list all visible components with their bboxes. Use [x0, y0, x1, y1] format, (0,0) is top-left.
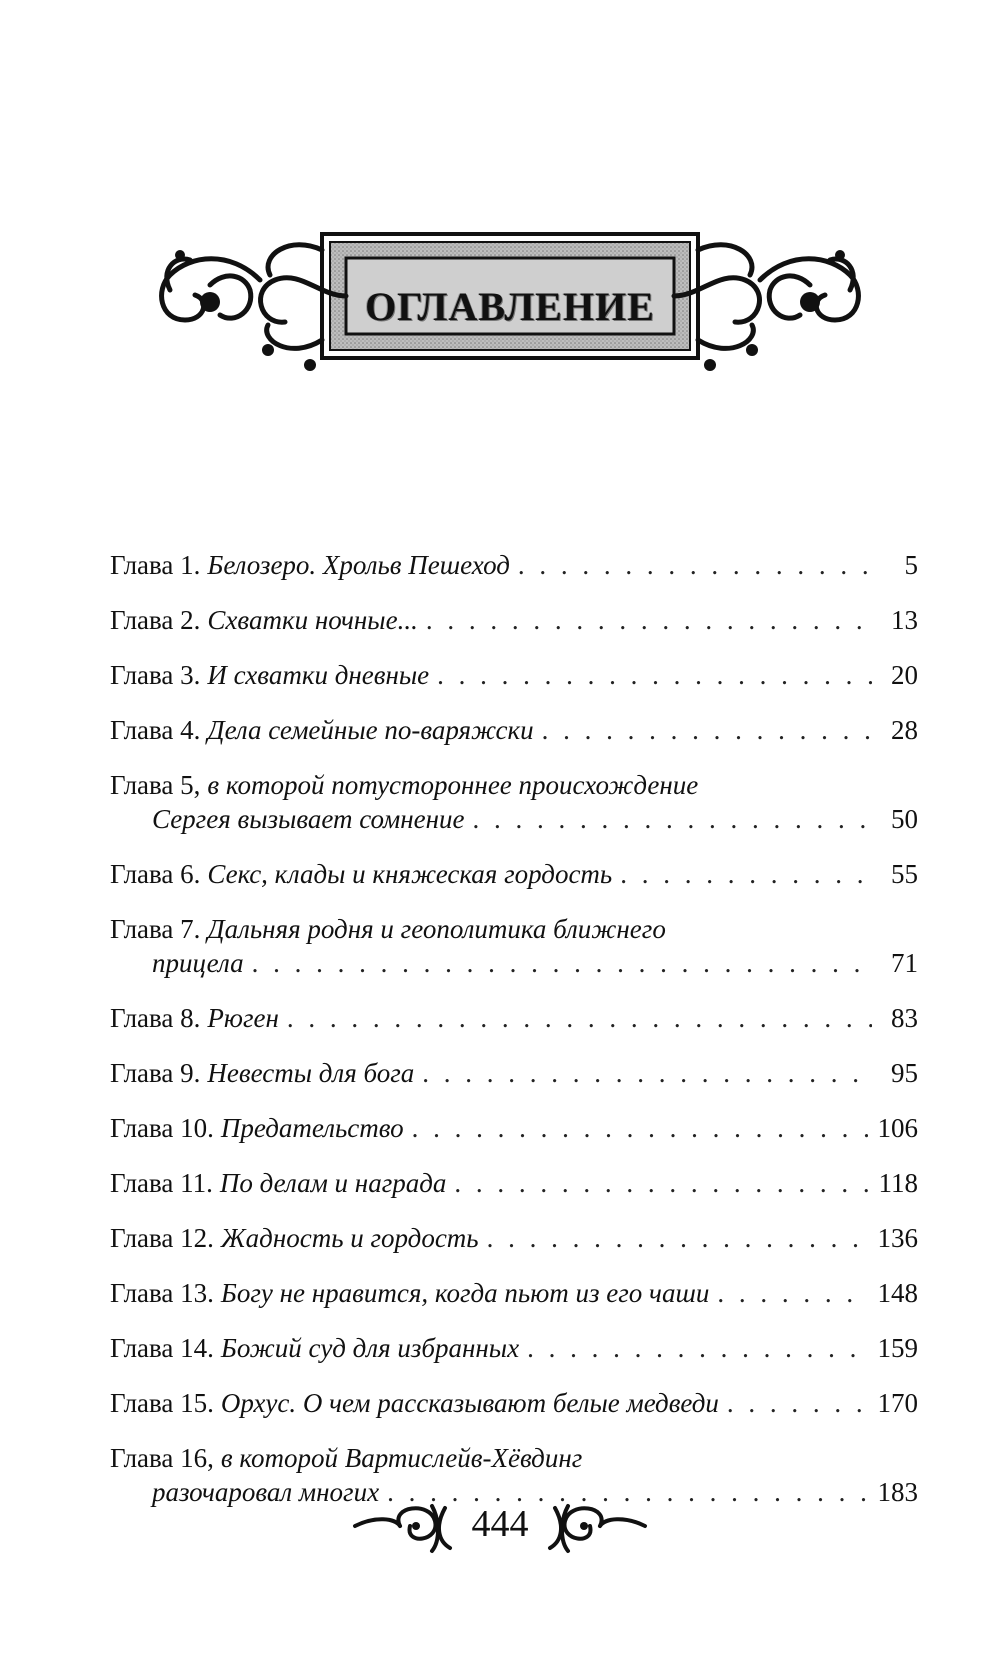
- chapter-label: Глава 13.: [110, 1278, 214, 1308]
- dot-leader: [518, 548, 872, 582]
- chapter-label: Глава 6.: [110, 859, 201, 889]
- page-ref: 106: [877, 1113, 918, 1143]
- chapter-label: Глава 5,: [110, 770, 201, 800]
- chapter-label: Глава 3.: [110, 660, 201, 690]
- toc-entry[interactable]: [110, 768, 918, 836]
- page-ref: 159: [877, 1333, 918, 1363]
- chapter-title: Орхус. О чем рассказывают белые медведи: [220, 1388, 719, 1418]
- toc-entry-line: [110, 1386, 918, 1420]
- chapter-title: в которой потустороннее происхождение: [207, 770, 699, 800]
- toc-entry-line: [110, 548, 918, 582]
- chapter-title: в которой Вартислейв-Хёвдинг: [220, 1443, 583, 1473]
- toc-entry[interactable]: [110, 1056, 918, 1090]
- chapter-label: Глава 12.: [110, 1223, 214, 1253]
- page-footer: [350, 1496, 650, 1556]
- dot-leader: [252, 946, 872, 980]
- page-number: 444: [471, 1503, 529, 1545]
- dot-leader: [727, 1386, 868, 1420]
- chapter-label: Глава 15.: [110, 1388, 214, 1418]
- dot-leader: [287, 1001, 872, 1035]
- toc-entry-line: [110, 857, 918, 891]
- page-ref: 118: [878, 1168, 918, 1198]
- chapter-title: По делам и награда: [219, 1168, 447, 1198]
- toc-entry-line: [110, 802, 918, 836]
- chapter-title: Белозеро. Хрольв Пешеход: [207, 550, 510, 580]
- toc-entry[interactable]: [110, 1166, 918, 1200]
- chapter-title: Сергея вызывает сомнение: [152, 804, 465, 834]
- chapter-label: Глава 8.: [110, 1003, 201, 1033]
- chapter-label: Глава 11.: [110, 1168, 213, 1198]
- toc-entry[interactable]: [110, 603, 918, 637]
- chapter-title: Секс, клады и княжеская гордость: [207, 859, 613, 889]
- toc-entry-line: [110, 1221, 918, 1255]
- toc-entry[interactable]: [110, 912, 918, 980]
- toc-entry[interactable]: [110, 857, 918, 891]
- toc-entry[interactable]: [110, 548, 918, 582]
- toc-entry[interactable]: [110, 1221, 918, 1255]
- dot-leader: [620, 857, 872, 891]
- dot-leader: [422, 1056, 872, 1090]
- toc-entry[interactable]: [110, 713, 918, 747]
- toc-entry[interactable]: [110, 1276, 918, 1310]
- toc-entry-line: [110, 1441, 918, 1475]
- toc-entry-line: [110, 713, 918, 747]
- page-ref: 71: [891, 948, 918, 978]
- chapter-label: Глава 4.: [110, 715, 201, 745]
- dot-leader: [412, 1111, 868, 1145]
- toc-entry[interactable]: [110, 1331, 918, 1365]
- toc-entry-line: [110, 1331, 918, 1365]
- table-of-contents: [110, 548, 918, 1530]
- page-ref: 170: [877, 1388, 918, 1418]
- toc-entry-line: [110, 1111, 918, 1145]
- chapter-title: прицела: [152, 948, 244, 978]
- toc-entry-line: [110, 603, 918, 637]
- chapter-label: Глава 9.: [110, 1058, 201, 1088]
- chapter-label: Глава 16,: [110, 1443, 214, 1473]
- page-ref: 148: [877, 1278, 918, 1308]
- chapter-title: Дела семейные по-варяжски: [207, 715, 534, 745]
- page-ref: 136: [877, 1223, 918, 1253]
- chapter-title: Божий суд для избранных: [220, 1333, 520, 1363]
- page-ref: 28: [891, 715, 918, 745]
- chapter-label: Глава 1.: [110, 550, 201, 580]
- toc-header: [150, 230, 870, 380]
- toc-entry-line: [110, 946, 918, 980]
- toc-entry[interactable]: [110, 1001, 918, 1035]
- chapter-title: Рюген: [207, 1003, 279, 1033]
- dot-leader: [473, 802, 872, 836]
- chapter-title: Богу не нравится, когда пьют из его чаши: [220, 1278, 710, 1308]
- toc-entry-line: [110, 912, 918, 946]
- chapter-title: Дальняя родня и геополитика ближнего: [207, 914, 666, 944]
- chapter-title: Схватки ночные...: [207, 605, 418, 635]
- page-ref: 83: [891, 1003, 918, 1033]
- page-ref: 55: [891, 859, 918, 889]
- toc-entry[interactable]: [110, 1111, 918, 1145]
- dot-leader: [542, 713, 872, 747]
- page-ref: 95: [891, 1058, 918, 1088]
- chapter-title: Невесты для бога: [207, 1058, 415, 1088]
- page-ref: 183: [877, 1477, 918, 1507]
- chapter-title: Жадность и гордость: [220, 1223, 479, 1253]
- toc-entry-line: [110, 1276, 918, 1310]
- chapter-label: Глава 14.: [110, 1333, 214, 1363]
- title-box: [345, 260, 675, 352]
- dot-leader: [717, 1276, 867, 1310]
- dot-leader: [426, 603, 872, 637]
- page-ref: 5: [904, 550, 918, 580]
- dot-leader: [437, 658, 872, 692]
- chapter-label: Глава 2.: [110, 605, 201, 635]
- toc-entry-line: [110, 658, 918, 692]
- toc-entry-line: [110, 1166, 918, 1200]
- toc-entry[interactable]: [110, 658, 918, 692]
- chapter-title: И схватки дневные: [207, 660, 430, 690]
- toc-entry-line: [110, 1056, 918, 1090]
- chapter-title: разочаровал многих: [152, 1477, 380, 1507]
- dot-leader: [454, 1166, 868, 1200]
- chapter-label: Глава 7.: [110, 914, 201, 944]
- toc-entry-line: [110, 768, 918, 802]
- toc-entry-line: [110, 1001, 918, 1035]
- dot-leader: [527, 1331, 867, 1365]
- chapter-title: Предательство: [220, 1113, 404, 1143]
- toc-entry[interactable]: [110, 1386, 918, 1420]
- page-ref: 20: [891, 660, 918, 690]
- page-ref: 50: [891, 804, 918, 834]
- page-ref: 13: [891, 605, 918, 635]
- dot-leader: [487, 1221, 868, 1255]
- page-title: ОГЛАВЛЕНИЕ: [365, 283, 655, 329]
- chapter-label: Глава 10.: [110, 1113, 214, 1143]
